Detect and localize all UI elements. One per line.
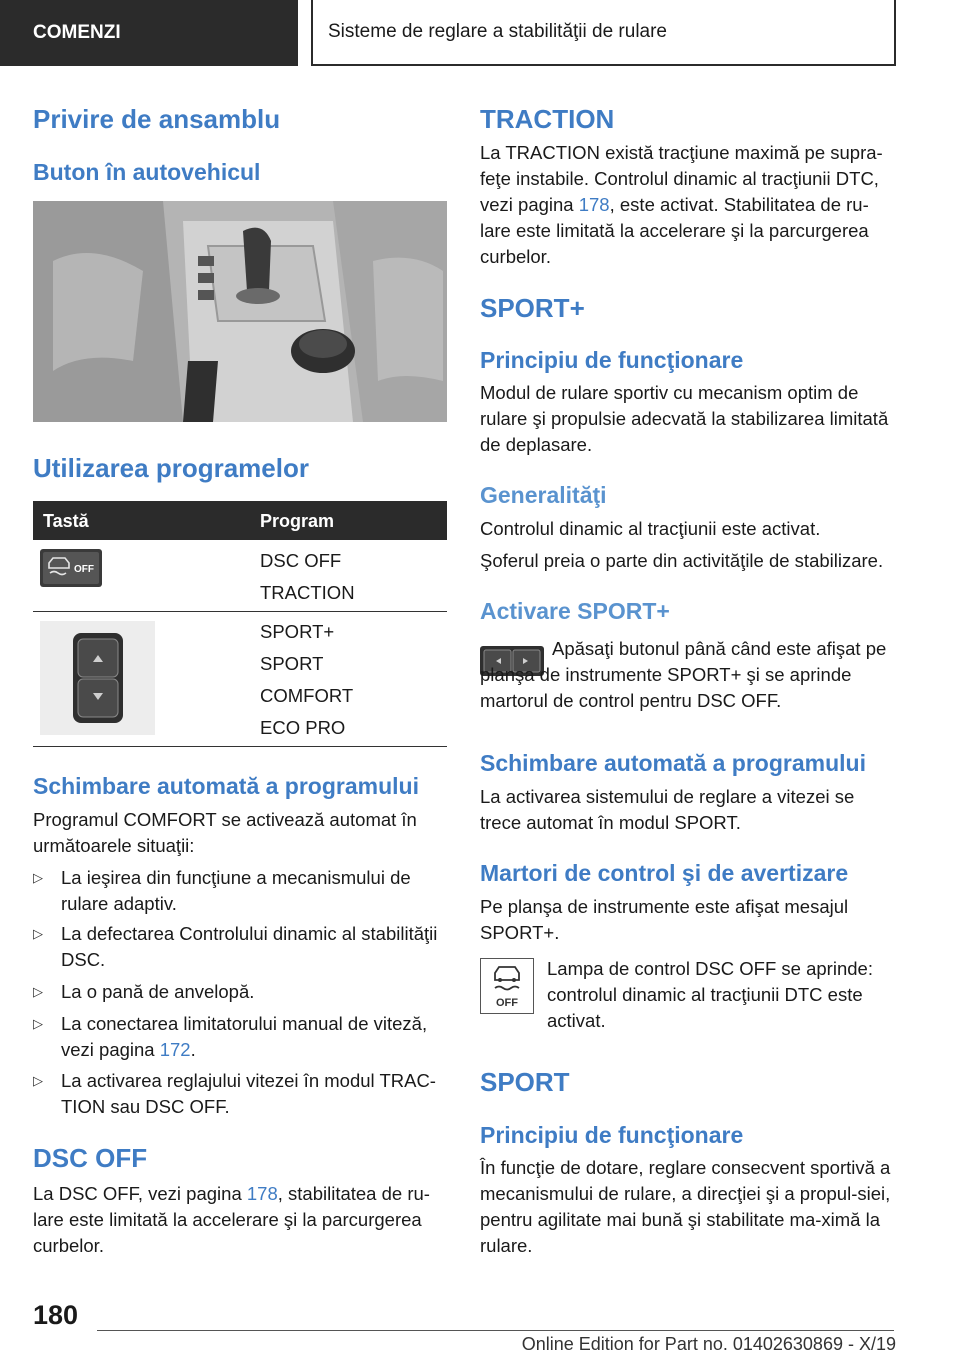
edition-info: Online Edition for Part no. 01402630869 - X/19 [521,1334,896,1354]
heading-dsc-off: DSC OFF [33,1143,148,1173]
heading-principle-sport: Principiu de funcţionare [480,1122,744,1148]
sport-text: În funcţie de dotare, reglare consecvent sportivă a mecanismului de rulare, a direcţiei şi a propul‐siei, pentru agilitate mai bună şi stabilitate ma‐ximă la rulare. [480,1157,891,1256]
dsc-off-lamp-icon [481,959,533,1013]
page-link-178[interactable]: 178 [578,194,610,215]
chapter-title: Sisteme de reglare a stabilităţii de rulare [328,21,668,42]
heading-auto-program-change-right: Schimbare automată a programului [480,750,866,776]
program-comfort: COMFORT [260,685,354,706]
chapter-tab [311,0,896,66]
console-illustration [33,201,447,422]
section-title: COMENZI [33,22,121,43]
bullet-item: ▷ La o pană de anvelopă. [33,979,447,1005]
svg-text:OFF: OFF [74,564,94,575]
center-console-photo [33,201,447,422]
dsc-off-key [40,549,102,587]
program-traction: TRACTION [260,582,355,603]
triangle-bullet-icon: ▷ [33,926,43,941]
heading-auto-program-change: Schimbare automată a programului [33,773,419,799]
bullet-item: ▷ La conectarea limitatorului manual de viteză, vezi pagina 172. [33,1013,428,1060]
dsc-off-lamp [480,958,534,1014]
general-text-1: Controlul dinamic al tracţiunii este activat. [480,518,821,539]
table-bottom-line [33,746,447,747]
svg-text:OFF: OFF [496,997,518,1009]
heading-indicators: Martori de control şi de avertizare [480,860,849,886]
bullet-item: ▷ La ieşirea din funcţiune a mecanismului de rulare adaptiv. [33,867,411,914]
driving-experience-switch [40,621,155,735]
page-link-172[interactable]: 172 [159,1039,191,1060]
heading-sport: SPORT [480,1067,570,1097]
triangle-bullet-icon: ▷ [33,1073,43,1088]
activate-text: Apăsaţi butonul până când este afişat pe planşa de instrumente SPORT+ şi se aprinde martorul de control pentru DSC OFF. [480,638,887,711]
program-sport-plus: SPORT+ [260,621,335,642]
heading-traction: TRACTION [480,104,615,134]
heading-button-in-vehicle: Buton în autovehicul [33,159,261,185]
principle-text: Modul de rulare sportiv cu mecanism optim de rulare şi propulsie adecvată la stabilizarea limitată de deplasare. [480,382,889,455]
heading-sport-plus: SPORT+ [480,293,585,323]
rocker-switch-icon [40,621,155,735]
program-sport: SPORT [260,653,324,674]
col-key: Tastă [43,511,89,531]
traction-text: La TRACTION există tracţiune maximă pe supra‐feţe instabile. Controlul dinamic al tracţiunii DTC, vezi pagina 178, este activat. Stabilitatea de ru‐lare este limitată la accelerare şi la parcurgerea curbelor. [480,142,883,267]
program-dsc-off: DSC OFF [260,550,342,571]
program-eco-pro: ECO PRO [260,717,346,738]
footer-divider [97,1330,894,1331]
table-divider [33,611,447,612]
heading-principle: Principiu de funcţionare [480,347,744,373]
triangle-bullet-icon: ▷ [33,870,43,885]
indicators-text: Pe planşa de instrumente este afişat mesajul SPORT+. [480,896,849,943]
heading-general: Generalităţi [480,482,607,508]
page-link-178[interactable]: 178 [246,1183,278,1204]
dsc-off-button-icon [40,549,102,587]
program-table-header [33,501,447,540]
page-number: 180 [33,1300,79,1330]
triangle-bullet-icon: ▷ [33,1016,43,1031]
heading-overview: Privire de ansamblu [33,104,281,134]
auto-change-intro: Programul COMFORT se activează automat în următoarele situaţii: [33,809,417,856]
col-program: Program [260,511,335,531]
bullet-item: ▷ La activarea reglajului vitezei în modul TRAC‐TION sau DSC OFF. [33,1070,436,1117]
lamp-text: Lampa de control DSC OFF se aprinde: controlul dinamic al tracţiunii DTC este activat. [547,958,873,1031]
triangle-bullet-icon: ▷ [33,984,43,999]
heading-activate-sport-plus: Activare SPORT+ [480,598,670,624]
dsc-off-text: La DSC OFF, vezi pagina 178, stabilitatea de ru‐lare este limitată la accelerare şi la parcurgerea curbelor. [33,1183,430,1256]
general-text-2: Şoferul preia o parte din activităţile de stabilizare. [480,550,884,571]
heading-using-programs: Utilizarea programelor [33,453,309,483]
section-tab [0,0,298,66]
auto-change-text: La activarea sistemului de reglare a vitezei se trece automat în modul SPORT. [480,786,855,833]
bullet-item: ▷ La defectarea Controlului dinamic al stabilităţii DSC. [33,923,438,970]
